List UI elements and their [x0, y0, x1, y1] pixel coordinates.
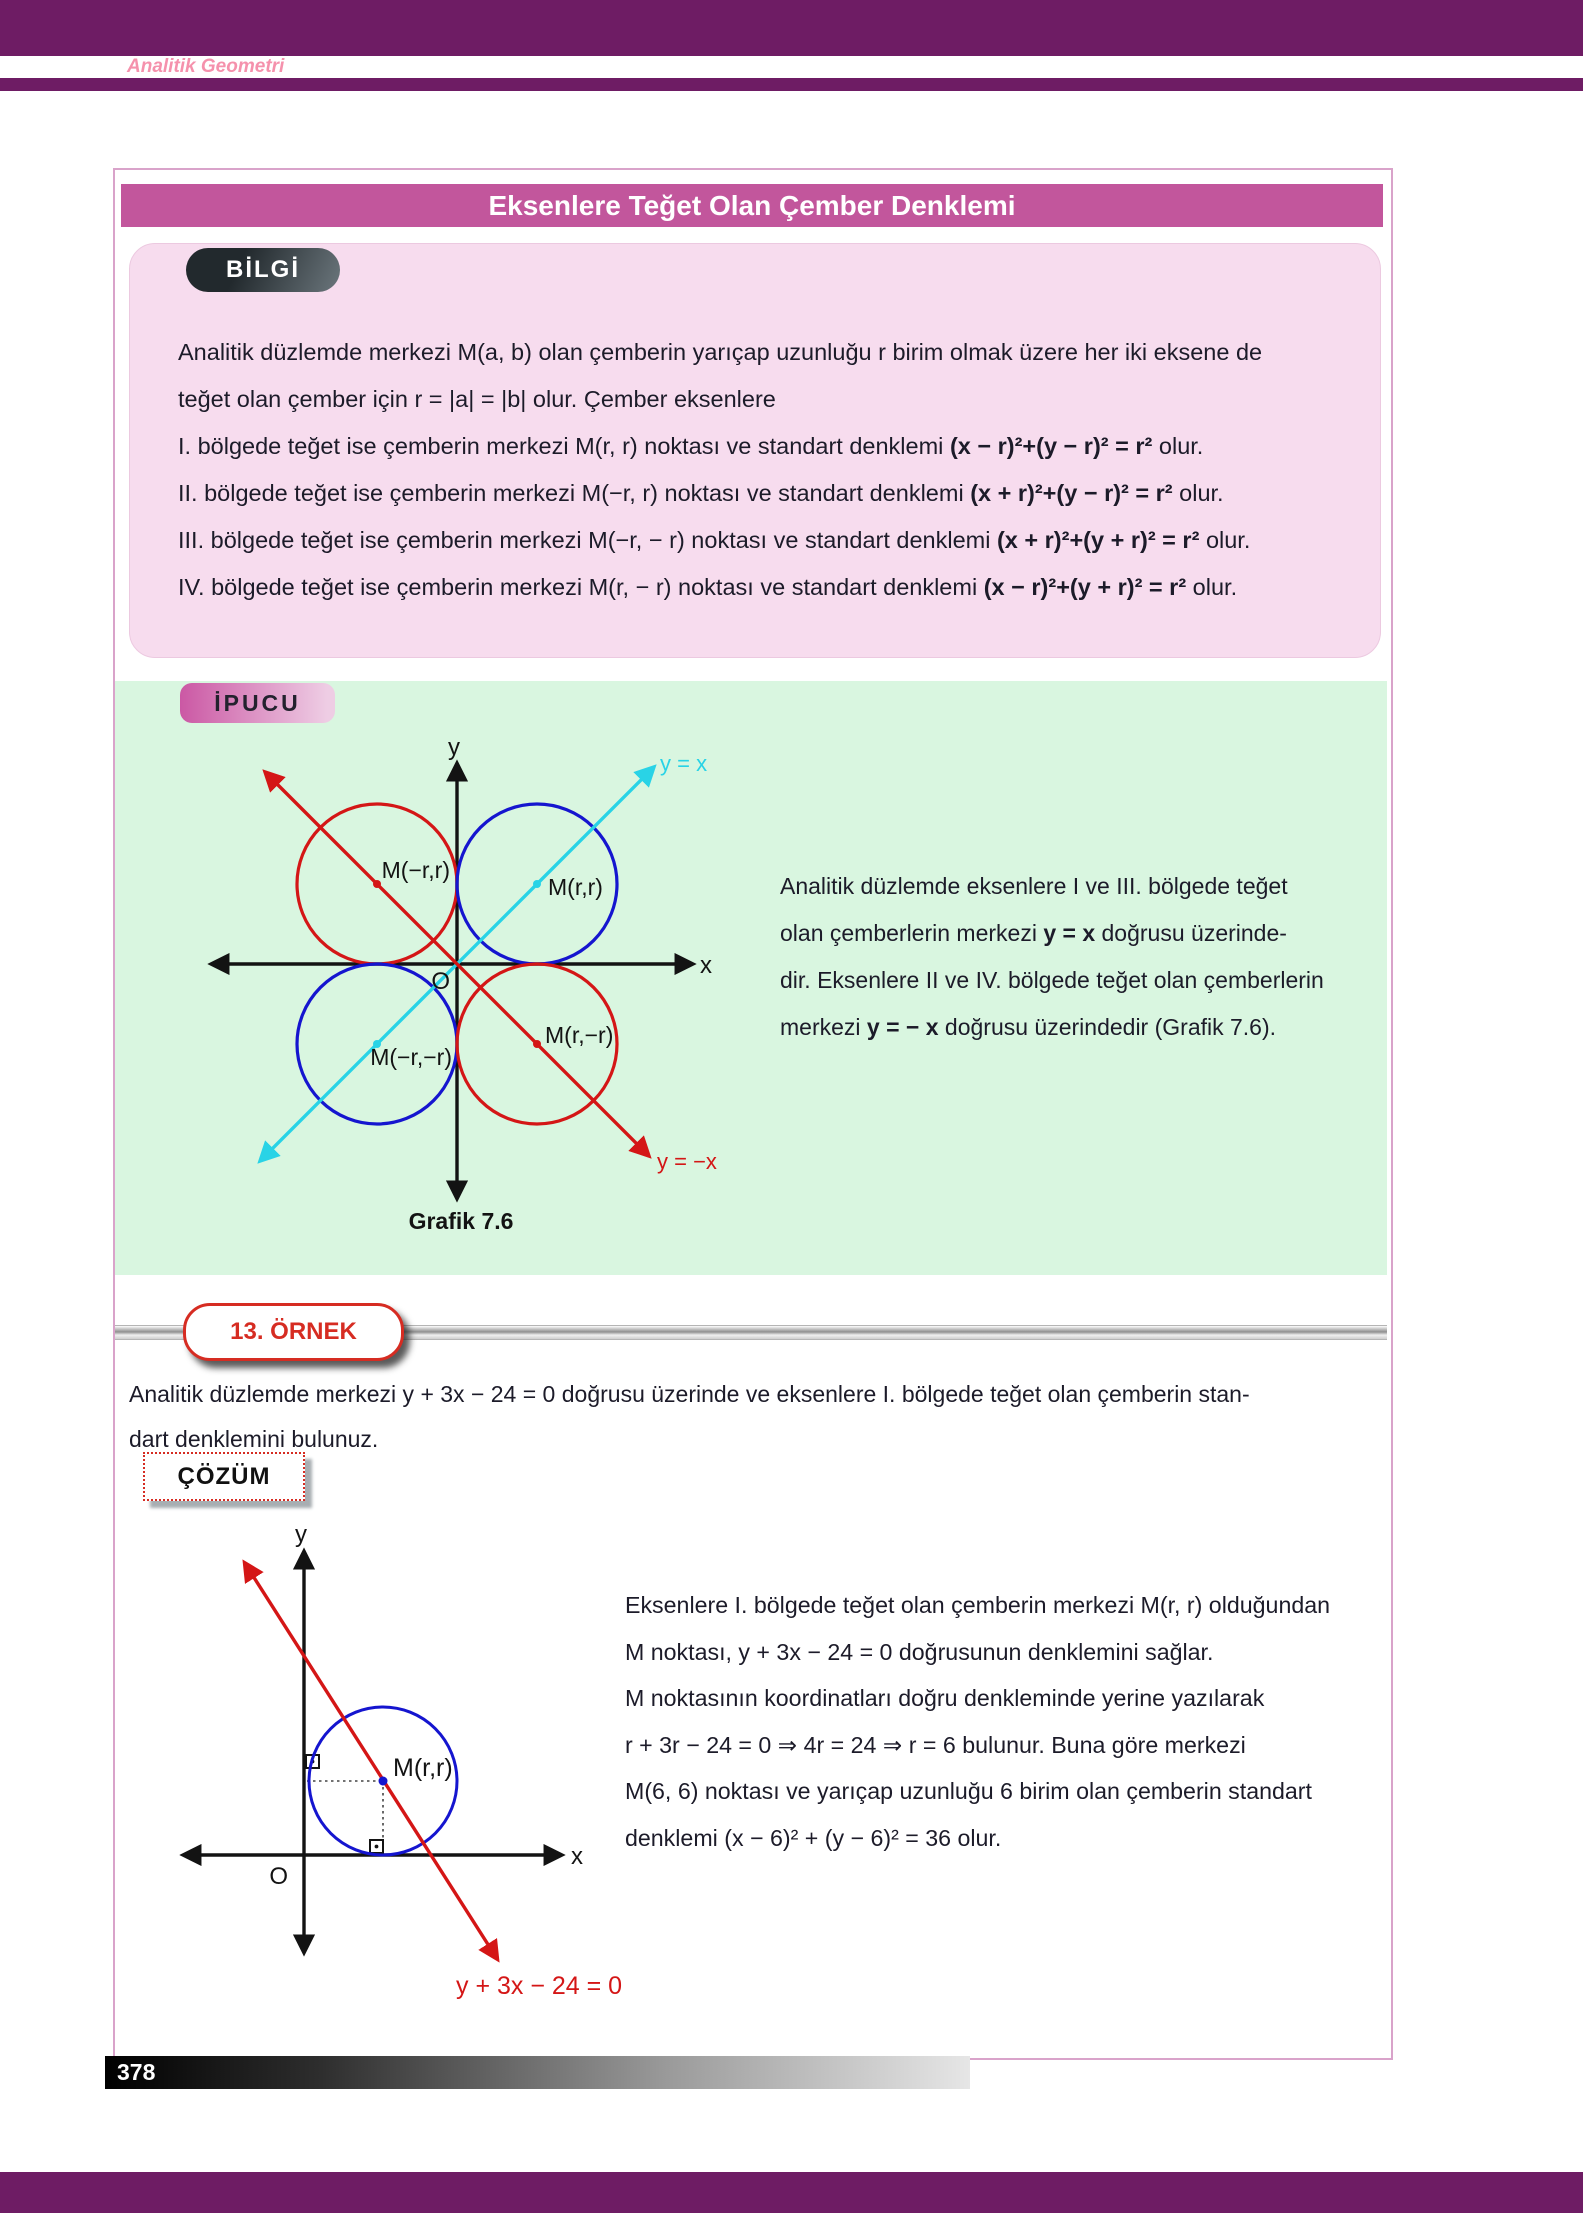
right-angle-dot-x-axis	[375, 1845, 379, 1849]
center-dot-q1	[533, 880, 541, 888]
math-segment: M(r, r)	[575, 433, 638, 459]
text-segment: IV. bölgede teğet ise çemberin merkezi	[178, 574, 589, 600]
chapter-title: Analitik Geometri	[127, 56, 285, 77]
math-segment: y = − x	[866, 1014, 939, 1040]
line-label-y-equals-x: y = x	[660, 751, 708, 776]
bilgi-badge: BİLGİ	[186, 248, 340, 292]
text-segment: teğet olan çember için	[178, 386, 415, 412]
math-segment: M(a, b)	[457, 339, 532, 365]
axis-label-y: y	[448, 734, 460, 761]
ipucu-box	[115, 681, 1387, 1275]
formula-segment: (x − r)²+(y + r)² = r²	[983, 574, 1187, 600]
center-label-q4: M(r,−r)	[545, 1022, 614, 1048]
solution-text	[625, 1582, 1395, 1861]
center-dot-q2	[373, 880, 381, 888]
bilgi-intro-line-2	[178, 376, 1348, 423]
text-segment: doğrusu üzerindedir (Grafik 7.6).	[938, 1014, 1277, 1040]
origin-label: O	[431, 968, 450, 995]
solution-line-5: M(6, 6) noktası ve yarıçap uzunluğu 6 birim olan çemberin standart	[625, 1778, 1312, 1804]
ornek-text	[129, 1372, 1379, 1462]
ipucu-badge: İPUCU	[180, 683, 335, 723]
bilgi-rule-line-3	[178, 517, 1348, 564]
figure-caption: Grafik 7.6	[408, 1208, 514, 1234]
bilgi-rule-line-4	[178, 564, 1348, 611]
formula-segment: (x + r)²+(y − r)² = r²	[970, 480, 1173, 506]
text-segment: noktası ve standart denklemi	[658, 480, 971, 506]
footer-bar	[0, 2172, 1583, 2213]
page-number: 378	[117, 2059, 156, 2085]
section-title-bar	[121, 184, 1383, 227]
center-label-q3: M(−r,−r)	[370, 1044, 452, 1070]
text-segment: noktası ve standart denklemi	[671, 574, 984, 600]
center-dot-q4	[533, 1040, 541, 1048]
text-segment: olur.	[1152, 433, 1204, 459]
text-segment: noktası ve standart denklemi	[684, 527, 997, 553]
ipucu-figure	[142, 731, 722, 1276]
center-label-q1: M(r,r)	[548, 874, 603, 900]
ipucu-line-4	[780, 1004, 1380, 1051]
cozum-badge: ÇÖZÜM	[143, 1452, 305, 1501]
ipucu-text	[780, 863, 1380, 1051]
math-segment: M(−r, − r)	[588, 527, 685, 553]
text-segment: olur.	[1172, 480, 1224, 506]
text-segment: doğrusu üzerinde-	[1095, 920, 1287, 946]
text-segment: olur. Çember eksenlere	[526, 386, 776, 412]
text-segment: olan çemberlerin merkezi	[780, 920, 1044, 946]
text-segment: olur.	[1199, 527, 1251, 553]
solution-line-1: Eksenlere I. bölgede teğet olan çemberin merkezi M(r, r) olduğundan	[625, 1592, 1331, 1618]
text-segment: olur.	[1186, 574, 1238, 600]
text-segment: noktası ve standart denklemi	[637, 433, 950, 459]
text-segment: merkezi	[780, 1014, 867, 1040]
ornek-badge: 13. ÖRNEK	[183, 1303, 404, 1361]
header-bar-top	[0, 0, 1583, 56]
line-label-y-equals-minus-x: y = −x	[657, 1149, 717, 1174]
solution-line-4: r + 3r − 24 = 0 ⇒ 4r = 24 ⇒ r = 6 bulunur. Buna göre merkezi	[625, 1731, 1246, 1758]
page-number-bar	[105, 2056, 970, 2089]
solution-line-6: denklemi (x − 6)² + (y − 6)² = 36 olur.	[625, 1824, 1002, 1851]
line-label: y + 3x − 24 = 0	[456, 1972, 623, 2000]
line-y-plus-3x-minus-24	[246, 1565, 496, 1957]
axis-label-x: x	[571, 1843, 583, 1870]
text-segment: olan çemberin yarıçap uzunluğu r birim olmak üzere her iki eksene de	[531, 339, 1263, 365]
solution-line-3: M noktasının koordinatları doğru denkleminde yerine yazılarak	[625, 1685, 1265, 1711]
bilgi-box	[129, 243, 1381, 658]
center-label-q2: M(−r,r)	[381, 857, 450, 883]
text-segment: III. bölgede teğet ise çemberin merkezi	[178, 527, 589, 553]
chapter-strip	[0, 56, 1583, 78]
content-frame	[113, 168, 1393, 2060]
text-segment: I. bölgede teğet ise çemberin merkezi	[178, 433, 576, 459]
origin-label: O	[269, 1863, 288, 1890]
axis-label-x: x	[700, 952, 712, 979]
formula-segment: (x − r)²+(y − r)² = r²	[949, 433, 1153, 459]
text-segment: Analitik düzlemde merkezi	[178, 339, 458, 365]
bilgi-intro-line-1	[178, 329, 1348, 376]
axis-label-y: y	[295, 1522, 307, 1548]
math-segment: y = x	[1043, 920, 1096, 946]
solution-line-2: M noktası, y + 3x − 24 = 0 doğrusunun denklemini sağlar.	[625, 1638, 1214, 1665]
page-title: Eksenlere Teğet Olan Çember Denklemi	[488, 189, 1016, 221]
bilgi-rule-line-1	[178, 423, 1348, 470]
math-segment: M(r, − r)	[588, 574, 672, 600]
text-segment: II. bölgede teğet ise çemberin merkezi	[178, 480, 582, 506]
header-bar-bottom	[0, 78, 1583, 91]
formula-segment: (x + r)²+(y + r)² = r²	[996, 527, 1200, 553]
ornek-line-2: dart denklemini bulunuz.	[129, 1426, 379, 1452]
bilgi-rule-line-2	[178, 470, 1348, 517]
bilgi-body	[178, 329, 1348, 611]
math-segment: r = |a| = |b|	[414, 386, 527, 412]
math-segment: M(−r, r)	[581, 480, 658, 506]
ipucu-line-3: dir. Eksenlere II ve IV. bölgede teğet olan çemberlerin	[780, 967, 1324, 993]
cozum-figure	[121, 1522, 701, 2032]
ipucu-line-1: Analitik düzlemde eksenlere I ve III. bölgede teğet	[780, 873, 1288, 899]
center-label: M(r,r)	[393, 1754, 453, 1782]
ornek-line-1: Analitik düzlemde merkezi y + 3x − 24 = 0 doğrusu üzerinde ve eksenlere I. bölgede teğet olan çemberin stan-	[129, 1381, 1250, 1407]
center-dot	[379, 1777, 388, 1786]
ipucu-line-2	[780, 910, 1380, 957]
